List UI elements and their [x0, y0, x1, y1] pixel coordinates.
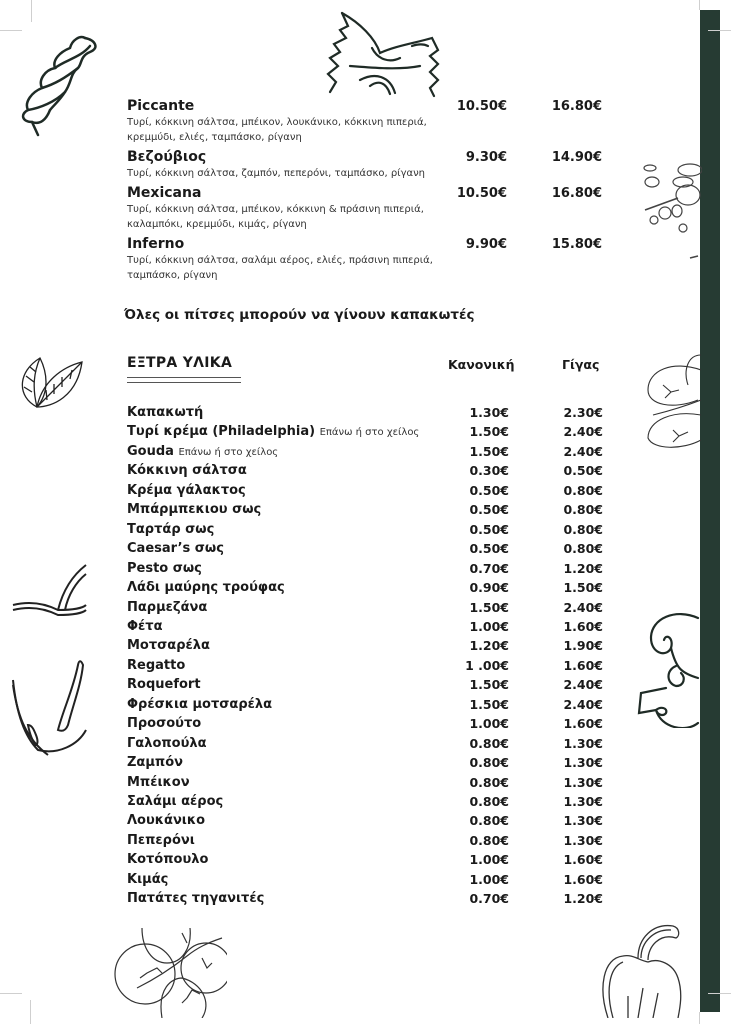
- pizza-note: Όλες οι πίτσες μπορούν να γίνουν καπακωτές: [124, 307, 475, 323]
- price-giant: 14.90€: [551, 150, 602, 165]
- price-normal: 0.80€: [469, 813, 509, 829]
- price-normal: 1.50€: [469, 599, 509, 615]
- price-normal: 1.00€: [469, 618, 509, 634]
- fusilli-pasta-icon: [10, 30, 105, 140]
- extra-name-text: Pesto σως: [127, 560, 202, 576]
- pizza-description: Τυρί, κόκκινη σάλτσα, ζαμπόν, πεπερόνι, ταμπάσκο, ρίγανη: [127, 168, 426, 179]
- pizza-name: Βεζούβιος: [127, 149, 207, 165]
- side-color-band: [700, 10, 720, 1012]
- price-normal: 0.90€: [469, 580, 509, 596]
- pizza-description: Τυρί, κόκκινη σάλτσα, σαλάμι αέρος, ελιές, πράσινη πιπεριά, ταμπάσκο, ρίγανη: [127, 255, 433, 281]
- extra-item: [127, 481, 607, 500]
- extra-name-text: Πεπερόνι: [127, 832, 195, 848]
- extra-name-text: Προσούτο: [127, 716, 202, 732]
- extra-item: [127, 442, 607, 461]
- price-giant: 1.60€: [563, 618, 603, 634]
- price-normal: 10.50€: [456, 186, 507, 201]
- price-normal: 1.50€: [469, 696, 509, 712]
- extra-item: [127, 520, 607, 539]
- extra-item: [127, 617, 607, 636]
- crop-mark: [699, 0, 700, 10]
- title-underline: [127, 377, 241, 383]
- extra-name-text: Μπάρμπεκιου σως: [127, 502, 262, 518]
- price-normal: 1.50€: [469, 424, 509, 440]
- extra-name-text: Κρέμα γάλακτος: [127, 482, 246, 498]
- price-normal: 1.50€: [469, 443, 509, 459]
- price-giant: 1.20€: [563, 891, 603, 907]
- price-normal: 0.80€: [469, 774, 509, 790]
- crop-mark: [708, 993, 731, 994]
- extra-item: [127, 422, 607, 441]
- extra-name-text: Κοτόπουλο: [127, 852, 209, 868]
- pizza-description: Τυρί, κόκκινη σάλτσα, μπέικον, λουκάνικο, κόκκινη πιπεριά, κρεμμύδι, ελιές, ταμπάσκο, ρίγανη: [127, 117, 427, 143]
- price-normal: 1.00€: [469, 871, 509, 887]
- extra-note: Επάνω ή στο χείλος: [319, 427, 420, 439]
- extra-name-text: Ζαμπόν: [127, 755, 183, 771]
- extra-item: [127, 889, 607, 908]
- price-normal: 0.50€: [469, 521, 509, 537]
- extra-note: Επάνω ή στο χείλος: [178, 446, 279, 458]
- crop-mark: [708, 30, 731, 31]
- extra-name-text: Ταρτάρ σως: [127, 521, 215, 537]
- pizza-name: Piccante: [127, 98, 195, 114]
- extra-name-text: Παρμεζάνα: [127, 599, 208, 615]
- price-giant: 2.40€: [563, 424, 603, 440]
- price-normal: 1 .00€: [465, 657, 509, 673]
- crop-mark: [30, 1000, 31, 1024]
- price-giant: 15.80€: [551, 237, 602, 252]
- price-giant: 1.30€: [563, 813, 603, 829]
- tomatoes-sketch-icon: [643, 340, 701, 450]
- extra-item: [127, 403, 607, 422]
- price-normal: 0.80€: [469, 832, 509, 848]
- price-giant: 1.30€: [563, 735, 603, 751]
- price-giant: 0.50€: [563, 463, 603, 479]
- extra-name-text: Caesar’s σως: [127, 541, 224, 557]
- extra-name-text: Σαλάμι αέρος: [127, 794, 224, 809]
- price-normal: 0.50€: [469, 541, 509, 557]
- pizza-item: [127, 149, 617, 181]
- pizza-item: [127, 185, 617, 232]
- pizza-item: [127, 98, 617, 145]
- price-giant: 1.60€: [563, 657, 603, 673]
- price-normal: 1.20€: [469, 638, 509, 654]
- extra-name-text: Κόκκινη σάλτσα: [127, 463, 247, 479]
- extra-name-text: Φρέσκια μοτσαρέλα: [127, 696, 273, 712]
- extra-item: [127, 831, 607, 850]
- extra-name-text: Φέτα: [127, 618, 163, 634]
- extra-name-text: Roquefort: [127, 677, 201, 693]
- price-giant: 1.30€: [563, 774, 603, 790]
- extra-item: [127, 811, 607, 830]
- price-giant: 0.80€: [563, 541, 603, 557]
- extra-name-text: Gouda: [127, 443, 174, 459]
- basil-leaves-icon: [12, 352, 87, 417]
- extra-item: [127, 753, 607, 772]
- extra-item: [127, 870, 607, 889]
- extra-name-text: Καπακωτή: [127, 405, 204, 420]
- extra-item: [127, 792, 607, 811]
- extra-item: [127, 539, 607, 558]
- price-giant: 1.30€: [563, 794, 603, 809]
- extras-title: ΕΞΤΡΑ ΥΛΙΚΑ: [127, 355, 233, 371]
- price-giant: 16.80€: [551, 99, 602, 114]
- pizza-name: Mexicana: [127, 185, 202, 201]
- price-normal: 1.00€: [469, 716, 509, 732]
- herbs-sketch-icon: [640, 160, 702, 270]
- extra-item: [127, 578, 607, 597]
- price-giant: 0.80€: [563, 482, 603, 498]
- crop-mark: [0, 993, 22, 994]
- extra-name-text: Πατάτες τηγανιτές: [127, 891, 265, 907]
- price-giant: 2.40€: [563, 443, 603, 459]
- column-header-normal: Κανονική: [448, 357, 515, 372]
- farfalle-pasta-icon: [320, 8, 470, 98]
- price-giant: 0.80€: [563, 521, 603, 537]
- extra-item: [127, 461, 607, 480]
- pizza-name: Inferno: [127, 236, 185, 252]
- extra-item: [127, 656, 607, 675]
- price-normal: 1.00€: [469, 852, 509, 868]
- extra-item: [127, 714, 607, 733]
- extra-name-text: Γαλοπούλα: [127, 735, 207, 751]
- crop-mark: [699, 1012, 700, 1024]
- cherry-tomatoes-icon: [112, 928, 227, 1018]
- price-giant: 16.80€: [551, 186, 602, 201]
- extra-item: [127, 559, 607, 578]
- price-normal: 0.70€: [469, 560, 509, 576]
- price-normal: 10.50€: [456, 99, 507, 114]
- price-giant: 1.60€: [563, 871, 603, 887]
- mushroom-sketch-icon: [636, 598, 700, 728]
- extra-item: [127, 500, 607, 519]
- extra-item: [127, 773, 607, 792]
- price-normal: 1.50€: [469, 677, 509, 693]
- price-giant: 2.40€: [563, 677, 603, 693]
- price-giant: 1.20€: [563, 560, 603, 576]
- price-normal: 0.80€: [469, 755, 509, 771]
- price-giant: 2.40€: [563, 696, 603, 712]
- price-giant: 1.90€: [563, 638, 603, 654]
- extra-name-text: Τυρί κρέμα (Philadelphia): [127, 424, 316, 440]
- pizza-description: Τυρί, κόκκινη σάλτσα, μπέικον, κόκκινη & πράσινη πιπεριά, καλαμπόκι, κρεμμύδι, κιμάς, ρίγανη: [127, 204, 424, 230]
- price-giant: 1.60€: [563, 852, 603, 868]
- price-giant: 2.40€: [563, 599, 603, 615]
- extra-item: [127, 734, 607, 753]
- price-normal: 9.90€: [465, 237, 507, 252]
- price-normal: 1.30€: [469, 405, 509, 420]
- price-giant: 1.30€: [563, 755, 603, 771]
- price-normal: 0.80€: [469, 794, 509, 809]
- price-normal: 0.50€: [469, 482, 509, 498]
- column-header-giant: Γίγας: [562, 357, 600, 372]
- price-normal: 0.50€: [469, 502, 509, 518]
- price-giant: 1.60€: [563, 716, 603, 732]
- price-normal: 9.30€: [465, 150, 507, 165]
- extra-item: [127, 598, 607, 617]
- price-giant: 2.30€: [563, 405, 603, 420]
- extra-name-text: Λάδι μαύρης τρούφας: [127, 580, 285, 596]
- extra-item: [127, 675, 607, 694]
- extra-item: [127, 636, 607, 655]
- extra-item: [127, 695, 607, 714]
- bell-pepper-icon: [598, 918, 688, 1018]
- price-normal: 0.80€: [469, 735, 509, 751]
- price-giant: 1.30€: [563, 832, 603, 848]
- extra-name-text: Regatto: [127, 657, 186, 673]
- price-normal: 0.30€: [469, 463, 509, 479]
- price-giant: 0.80€: [563, 502, 603, 518]
- pepper-sketch-icon: [8, 560, 88, 760]
- crop-mark: [31, 0, 32, 22]
- extra-name-text: Λουκάνικο: [127, 813, 206, 829]
- price-normal: 0.70€: [469, 891, 509, 907]
- extra-name-text: Μπέικον: [127, 774, 190, 790]
- price-giant: 1.50€: [563, 580, 603, 596]
- pizza-item: [127, 236, 617, 283]
- extra-name-text: Κιμάς: [127, 871, 169, 887]
- extra-item: [127, 850, 607, 869]
- extra-name-text: Μοτσαρέλα: [127, 638, 210, 654]
